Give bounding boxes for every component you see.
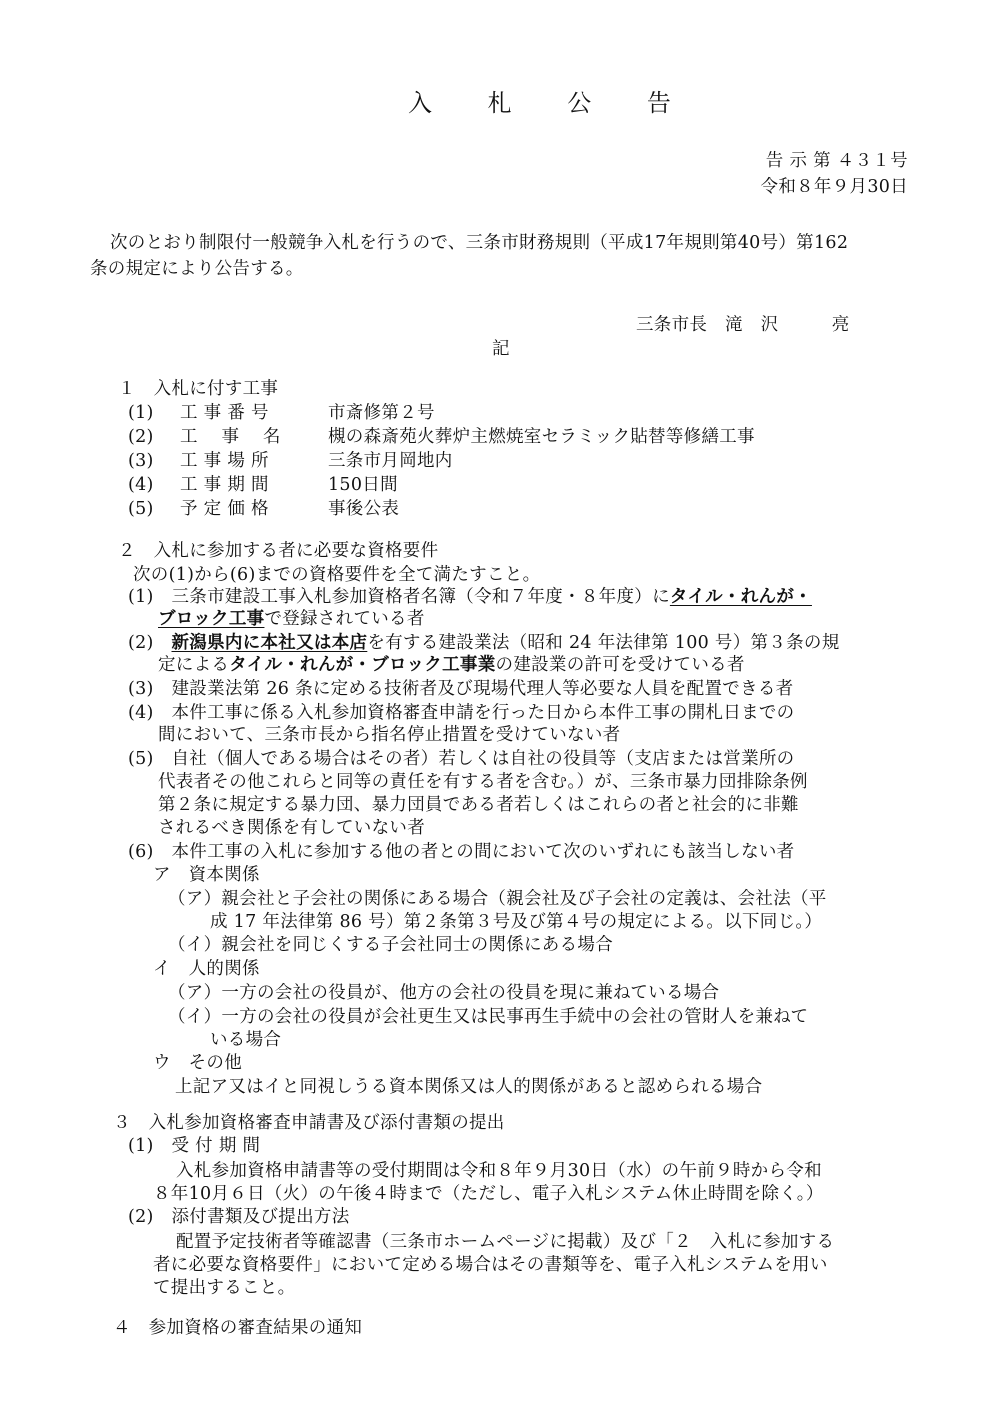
- section-2-heading: ２ 入札に参加する者に必要な資格要件: [118, 541, 439, 561]
- s2-req-4-line-2: 間において、三条市長から指名停止措置を受けていない者: [158, 725, 621, 745]
- s2-req-2-text-3: の建設業の許可を受けている者: [495, 655, 745, 675]
- s1-item-value: 三条市月岡地内: [328, 451, 453, 471]
- s1-item-label: 工 事 番 号: [180, 403, 269, 423]
- document-title: 入 札 公 告: [408, 89, 695, 117]
- s3-p1-heading: (1) 受 付 期 間: [128, 1136, 261, 1156]
- s2-req-1-text-2: で登録されている者: [264, 609, 425, 629]
- s2-req-5-line-2: 代表者その他これらと同等の責任を有する者を含む。）が、三条市暴力団排除条例: [158, 772, 808, 792]
- s1-item: [128, 426, 755, 448]
- intro-line-2: 条の規定により公告する。: [90, 259, 304, 279]
- notice-date: 令和８年９月30日: [760, 177, 908, 197]
- s2-req-6: (6) 本件工事の入札に参加する他の者との間において次のいずれにも該当しない者: [128, 842, 795, 862]
- s2-u-1: 上記ア又はイと同視しうる資本関係又は人的関係があると認められる場合: [175, 1077, 763, 1097]
- s2-u-heading: ウ その他: [153, 1053, 242, 1073]
- s2-a-heading: ア 資本関係: [153, 865, 260, 885]
- s1-item: [128, 402, 435, 424]
- s2-i-2-line-2: いる場合: [210, 1030, 282, 1050]
- s1-item-value: 150日間: [328, 475, 398, 495]
- s2-req-3: (3) 建設業法第 26 条に定める技術者及び現場代理人等必要な人員を配置できる者: [128, 679, 794, 699]
- section-1-heading: １ 入札に付す工事: [118, 379, 279, 399]
- s1-item-num: (2): [128, 427, 154, 447]
- s3-p2-heading: (2) 添付書類及び提出方法: [128, 1207, 350, 1227]
- s2-req-4-line-1: (4) 本件工事に係る入札参加資格審査申請を行った日から本件工事の開札日までの: [128, 703, 795, 723]
- s2-req-1-text: (1) 三条市建設工事入札参加資格者名簿（令和７年度・８年度）に: [128, 587, 670, 607]
- s3-p2-line-1: 配置予定技術者等確認書（三条市ホームページに掲載）及び「２ 入札に参加する: [176, 1232, 835, 1252]
- s1-item-value: 槻の森斎苑火葬炉主燃焼室セラミック貼替等修繕工事: [328, 427, 755, 447]
- intro-line-1: 次のとおり制限付一般競争入札を行うので、三条市財務規則（平成17年規則第40号）第162: [110, 233, 849, 253]
- s1-item: [128, 450, 453, 472]
- notice-number: 告 示 第 ４３１号: [765, 151, 908, 171]
- s3-p2-line-3: て提出すること。: [153, 1278, 296, 1298]
- s2-req-5-line-4: されるべき関係を有していない者: [158, 818, 425, 838]
- s3-p1-line-1: 入札参加資格申請書等の受付期間は令和８年９月30日（水）の午前９時から令和: [176, 1161, 822, 1181]
- s2-req-2-line-2: [158, 654, 745, 676]
- s2-req-5-line-3: 第２条に規定する暴力団、暴力団員である者若しくはこれらの者と社会的に非難: [158, 795, 799, 815]
- section-4-heading: ４ 参加資格の審査結果の通知: [113, 1318, 363, 1338]
- s1-item-num: (5): [128, 499, 154, 519]
- s1-item-num: (3): [128, 451, 154, 471]
- s2-req-2-text: を有する建設業法（昭和 24 年法律第 100 号）第３条の規: [367, 633, 840, 653]
- s2-req-2-num: (2): [128, 633, 172, 653]
- s2-req-5-line-1: (5) 自社（個人である場合はその者）若しくは自社の役員等（支店または営業所の: [128, 749, 795, 769]
- s2-req-2-line-1: [128, 632, 840, 654]
- s2-i-1: （ア）一方の会社の役員が、他方の会社の役員を現に兼ねている場合: [168, 983, 720, 1003]
- section-3-heading: ３ 入札参加資格審査申請書及び添付書類の提出: [113, 1113, 505, 1133]
- s1-item-label: 予 定 価 格: [180, 499, 269, 519]
- ki-heading: 記: [492, 339, 510, 359]
- s1-item-value: 市斎修第２号: [328, 403, 435, 423]
- s2-lead: 次の(1)から(6)までの資格要件を全て満たすこと。: [133, 565, 541, 585]
- s1-item-label: 工 事 期 間: [180, 475, 269, 495]
- signature: 三条市長 滝 沢 亮: [636, 315, 850, 335]
- s2-i-heading: イ 人的関係: [153, 959, 260, 979]
- s2-req-2-emphasis-2: タイル・れんが・ブロック工事業: [229, 655, 496, 675]
- s2-a-1-line-1: （ア）親会社と子会社の関係にある場合（親会社及び子会社の定義は、会社法（平: [168, 889, 827, 909]
- s1-item: [128, 474, 398, 496]
- s1-item: [128, 498, 399, 520]
- s1-item-value: 事後公表: [328, 499, 400, 519]
- s2-req-2-emphasis: 新潟県内に本社又は本店: [171, 633, 368, 653]
- s2-a-2: （イ）親会社を同じくする子会社同士の関係にある場合: [168, 935, 613, 955]
- s2-req-2-text-2: 定による: [158, 655, 230, 675]
- s2-i-2-line-1: （イ）一方の会社の役員が会社更生又は民事再生手続中の会社の管財人を兼ねて: [168, 1007, 809, 1027]
- s2-a-1-line-2: 成 17 年法律第 86 号）第２条第３号及び第４号の規定による。以下同じ。）: [210, 912, 823, 932]
- s2-req-1-emphasis-2: ブロック工事: [158, 609, 265, 629]
- s2-req-1-emphasis: タイル・れんが・: [669, 587, 812, 607]
- s3-p1-line-2: ８年10月６日（火）の午後４時まで（ただし、電子入札システム休止時間を除く。）: [153, 1184, 824, 1204]
- s2-req-1-line-1: [128, 586, 812, 608]
- s3-p2-line-2: 者に必要な資格要件」において定める場合はその書類等を、電子入札システムを用い: [153, 1255, 828, 1275]
- s1-item-label: 工 事 名: [180, 427, 281, 447]
- s1-item-num: (4): [128, 475, 154, 495]
- s1-item-num: (1): [128, 403, 154, 423]
- s1-item-label: 工 事 場 所: [180, 451, 269, 471]
- s2-req-1-line-2: [158, 608, 425, 630]
